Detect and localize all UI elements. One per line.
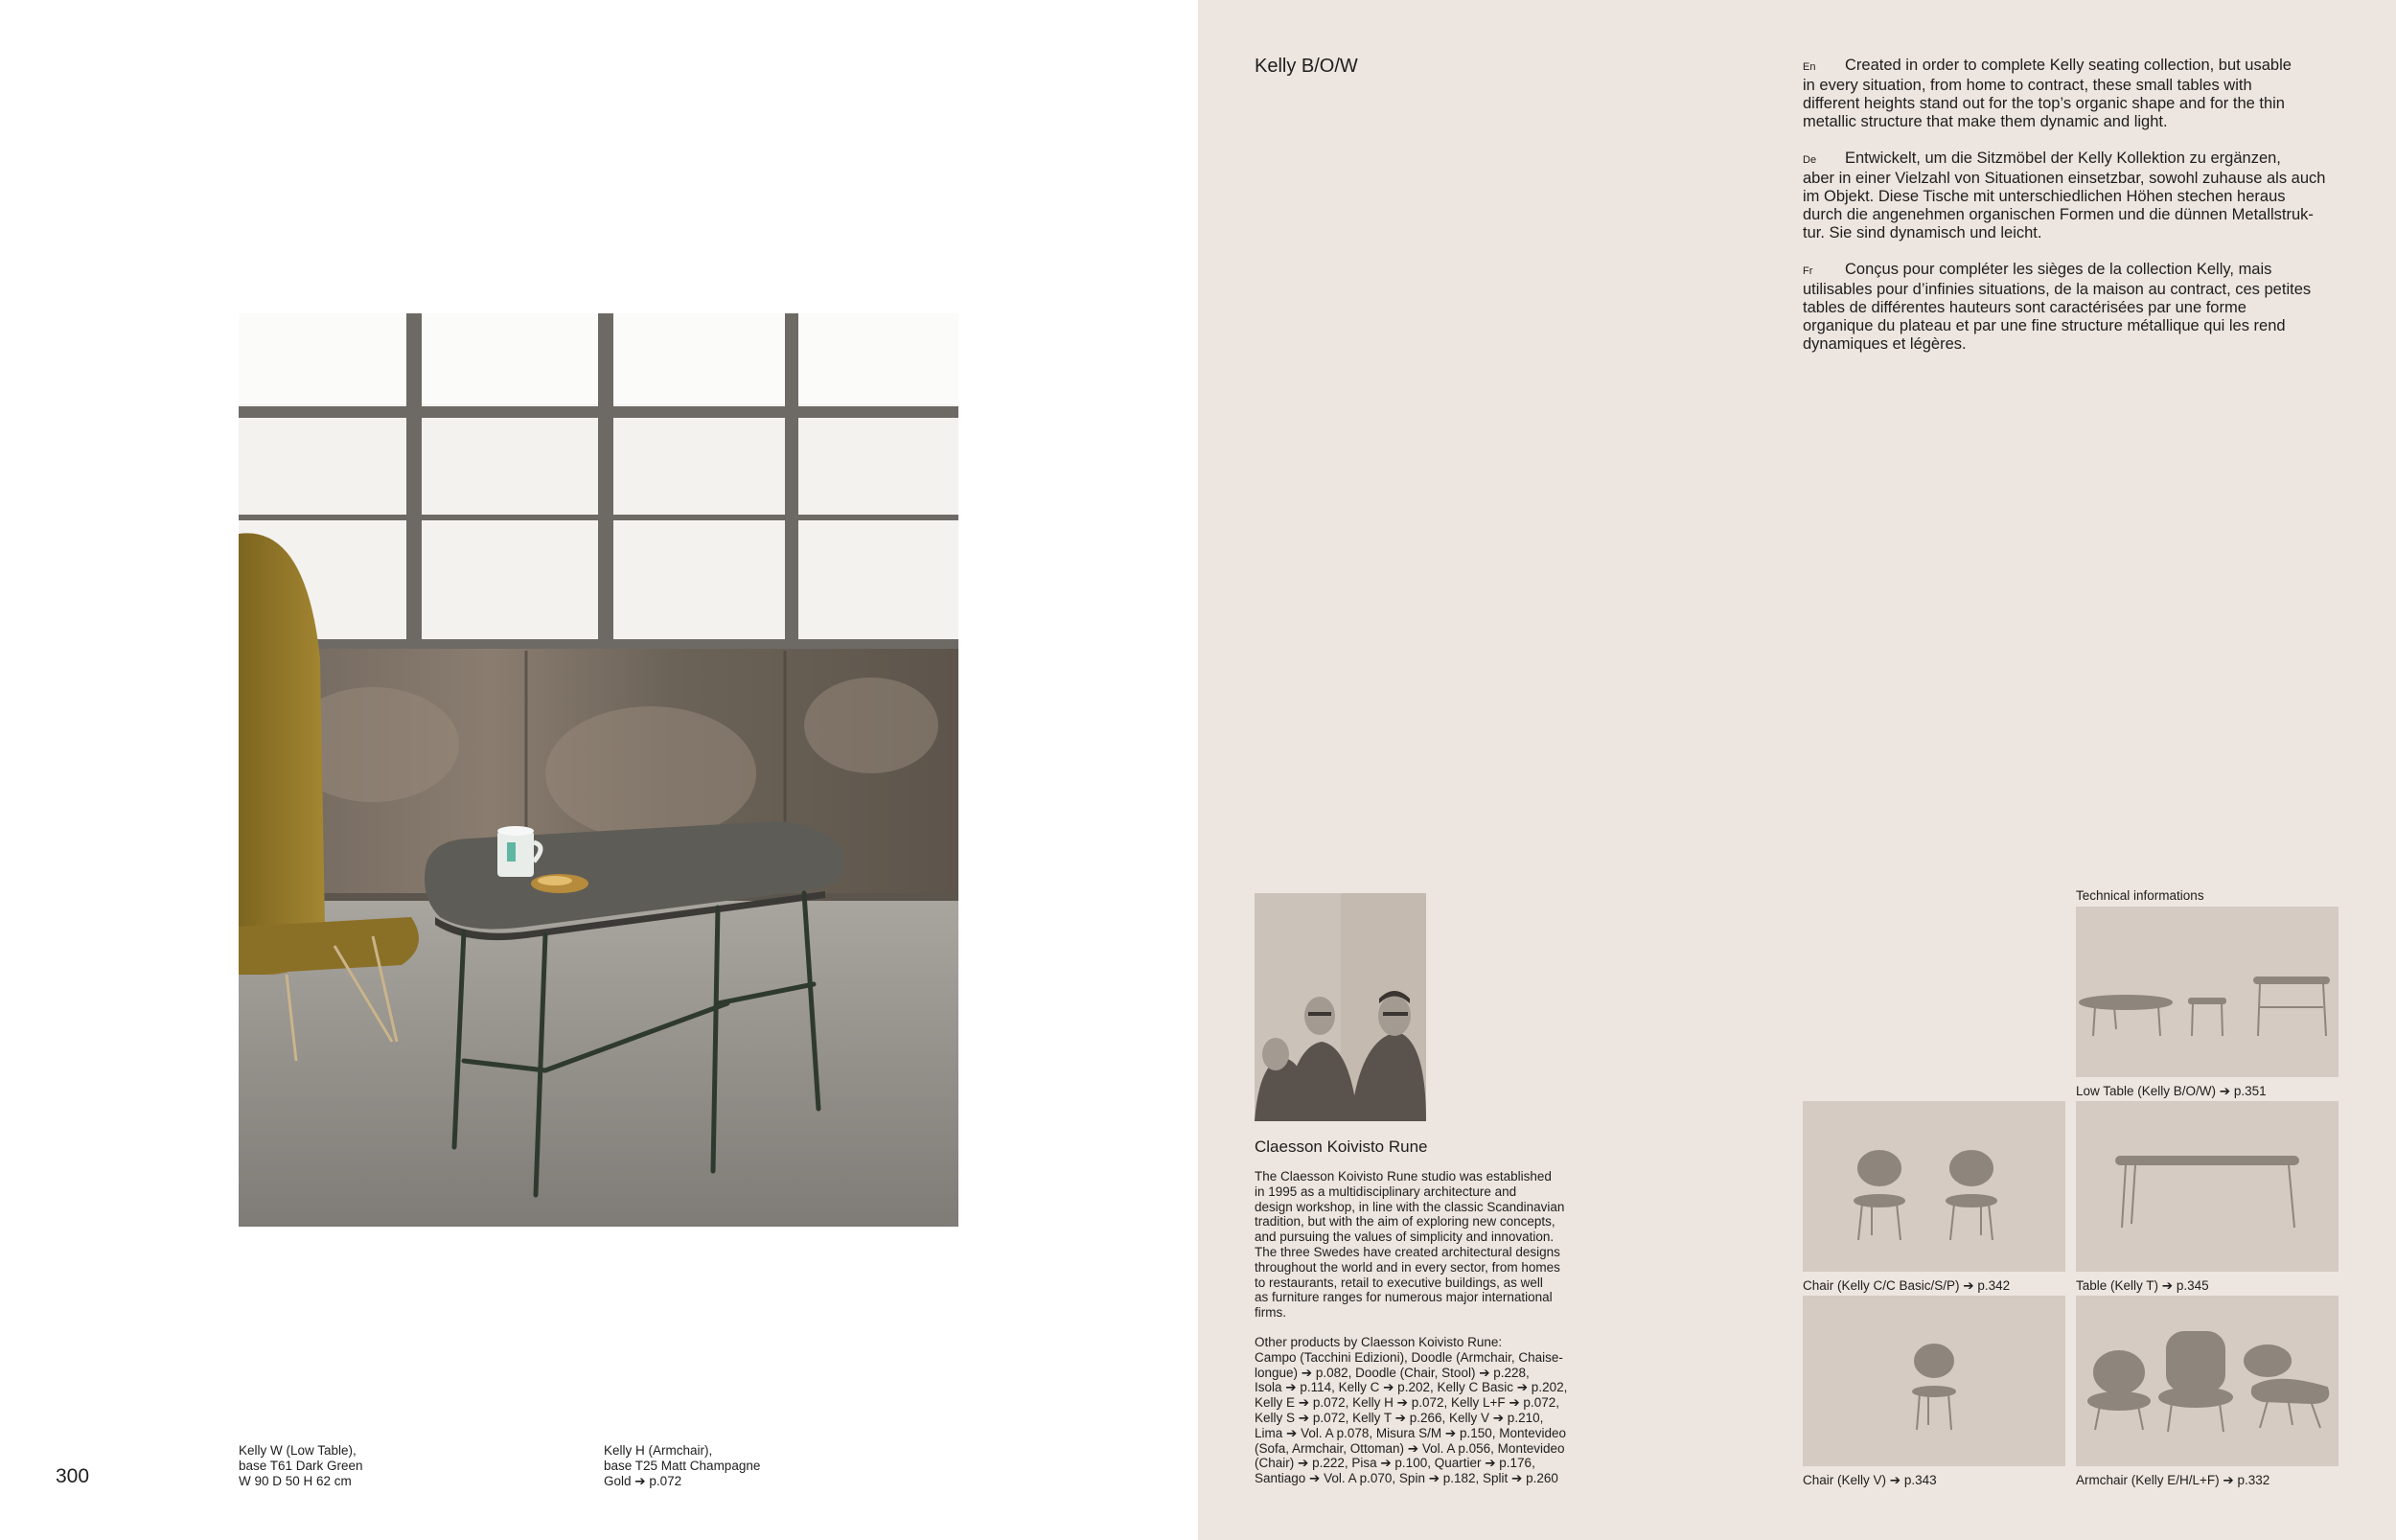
description-line: different heights stand out for the top’s organic shape and for the thin: [1803, 95, 2285, 112]
descriptions: [1803, 57, 2349, 372]
caption-line: W 90 D 50 H 62 cm: [239, 1473, 352, 1488]
caption-armchair: [604, 1443, 760, 1488]
product-photo: [239, 313, 958, 1227]
description-line: metallic structure that make them dynamic and light.: [1803, 113, 2168, 130]
page-title: Kelly B/O/W: [1255, 56, 1358, 77]
thumb-chair-c[interactable]: [1803, 1101, 2065, 1272]
bio-line: to restaurants, retail to executive buildings, as well: [1255, 1275, 1543, 1290]
caption-low-table: [239, 1443, 363, 1488]
bio-line: The three Swedes have created architectural designs: [1255, 1244, 1560, 1259]
thumb-low-table[interactable]: [2076, 907, 2338, 1077]
thumb-armchair[interactable]: [2076, 1296, 2338, 1466]
bio-line: tradition, but with the aim of exploring new concepts,: [1255, 1214, 1555, 1230]
caption-line: Gold ➔ p.072: [604, 1473, 682, 1488]
low-tables-drawing: [2076, 907, 2338, 1077]
other-products-line: (Chair) ➔ p.222, Pisa ➔ p.100, Quartier ➔ p.176,: [1255, 1456, 1535, 1471]
caption-line: Kelly H (Armchair),: [604, 1443, 713, 1458]
bio-line: in 1995 as a multidisciplinary architecture and: [1255, 1184, 1517, 1199]
language-code: De: [1803, 154, 1817, 166]
bio-line: and pursuing the values of simplicity and innovation.: [1255, 1230, 1555, 1245]
description-line: tur. Sie sind dynamisch und leicht.: [1803, 224, 2042, 241]
caption-line: base T61 Dark Green: [239, 1458, 363, 1473]
chair-v-drawing: [1803, 1296, 2065, 1466]
thumb-caption: Armchair (Kelly E/H/L+F) ➔ p.332: [2076, 1473, 2270, 1487]
other-products-line: Kelly E ➔ p.072, Kelly H ➔ p.072, Kelly L+F ➔ p.072,: [1255, 1395, 1559, 1411]
other-products: [1255, 1335, 1600, 1486]
other-products-line: Isola ➔ p.114, Kelly C ➔ p.202, Kelly C Basic ➔ p.202,: [1255, 1380, 1568, 1395]
description-fr: [1803, 261, 2349, 354]
language-code: En: [1803, 61, 1816, 73]
description-de: [1803, 149, 2349, 242]
caption-line: Kelly W (Low Table),: [239, 1443, 357, 1458]
table-t-drawing: [2076, 1101, 2338, 1272]
description-line: utilisables pour d’infinies situations, de la maison au contract, ces petites: [1803, 281, 2312, 298]
bio-line: as furniture ranges for numerous major international: [1255, 1290, 1553, 1305]
other-products-line: Campo (Tacchini Edizioni), Doodle (Armchair, Chaise-: [1255, 1349, 1563, 1365]
description-line: in every situation, from home to contract, these small tables with: [1803, 77, 2252, 94]
other-products-line: Lima ➔ Vol. A p.078, Misura S/M ➔ p.150, Montevideo: [1255, 1425, 1567, 1440]
description-line: organique du plateau et par une fine structure métallique qui les rend: [1803, 317, 2286, 334]
language-code: Fr: [1803, 265, 1813, 277]
bio-line: throughout the world and in every sector, from homes: [1255, 1259, 1560, 1275]
thumb-caption: Chair (Kelly V) ➔ p.343: [1803, 1473, 1937, 1487]
designer-portrait: [1255, 893, 1426, 1121]
bio-line: The Claesson Koivisto Rune studio was established: [1255, 1169, 1552, 1184]
designer-name: Claesson Koivisto Rune: [1255, 1138, 1428, 1156]
description-line: aber in einer Vielzahl von Situationen einsetzbar, sowohl zuhause als auch: [1803, 170, 2326, 187]
right-page: [1198, 0, 2396, 1540]
description-line: Created in order to complete Kelly seating collection, but usable: [1845, 57, 2292, 74]
bio-line: design workshop, in line with the classic Scandinavian: [1255, 1199, 1565, 1214]
thumb-caption: Table (Kelly T) ➔ p.345: [2076, 1278, 2209, 1293]
thumb-caption: Chair (Kelly C/C Basic/S/P) ➔ p.342: [1803, 1278, 2011, 1293]
armchairs-drawing: [2076, 1296, 2338, 1466]
other-products-line: (Sofa, Armchair, Ottoman) ➔ Vol. A p.056, Montevideo: [1255, 1440, 1565, 1456]
thumb-caption: Low Table (Kelly B/O/W) ➔ p.351: [2076, 1084, 2267, 1098]
chairs-c-drawing: [1803, 1101, 2065, 1272]
description-line: dynamiques et légères.: [1803, 335, 1967, 353]
description-en: [1803, 57, 2349, 131]
description-line: durch die angenehmen organischen Formen und die dünnen Metallstruk-: [1803, 206, 2314, 223]
other-products-line: Santiago ➔ Vol. A p.070, Spin ➔ p.182, Split ➔ p.260: [1255, 1471, 1558, 1486]
other-products-line: Kelly S ➔ p.072, Kelly T ➔ p.266, Kelly V ➔ p.210,: [1255, 1410, 1544, 1425]
bio-line: firms.: [1255, 1305, 1286, 1321]
designer-portrait-image: [1255, 893, 1426, 1121]
thumb-table-t[interactable]: [2076, 1101, 2338, 1272]
kelly-low-table-photo: [239, 313, 958, 1227]
description-line: tables de différentes hauteurs sont caractérisées par une forme: [1803, 299, 2246, 316]
other-products-line: longue) ➔ p.082, Doodle (Chair, Stool) ➔ p.228,: [1255, 1365, 1530, 1380]
description-line: Conçus pour compléter les sièges de la collection Kelly, mais: [1845, 261, 2272, 278]
technical-heading: Technical informations: [2076, 888, 2204, 903]
page-number: 300: [56, 1465, 90, 1487]
description-line: im Objekt. Diese Tische mit unterschiedlichen Höhen stechen heraus: [1803, 188, 2286, 205]
designer-bio: [1255, 1169, 1600, 1321]
caption-line: base T25 Matt Champagne: [604, 1458, 761, 1473]
other-products-line: Other products by Claesson Koivisto Rune:: [1255, 1335, 1503, 1349]
thumb-chair-v[interactable]: [1803, 1296, 2065, 1466]
description-line: Entwickelt, um die Sitzmöbel der Kelly Kollektion zu ergänzen,: [1845, 149, 2281, 167]
